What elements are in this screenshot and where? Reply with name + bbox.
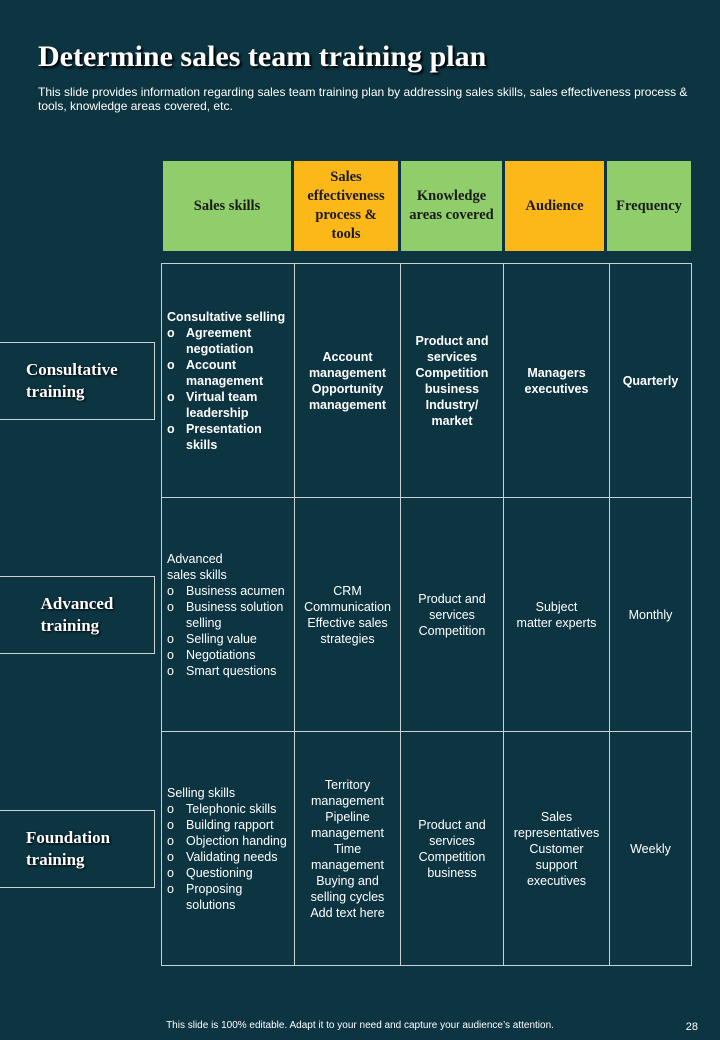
table-cell-frequency: Monthly <box>628 607 673 622</box>
list-item: o Agreement negotiation <box>167 325 289 357</box>
page-title: Determine sales team training plan <box>38 40 487 73</box>
training-table <box>161 263 692 966</box>
skills-list <box>167 801 289 913</box>
row-label-advanced: Advanced training <box>0 576 155 654</box>
skills-list <box>167 325 289 453</box>
table-cell-skills <box>162 498 294 731</box>
header-sales-effectiveness: Sales effectiveness process & tools <box>294 161 398 251</box>
table-cell-knowledge: Product and services Competition business Industry/ market <box>415 333 489 428</box>
page-subtitle: This slide provides information regarding sales team training plan by addressing sales skills, sales effectiveness process & tools, knowledge areas covered, etc. <box>38 85 688 113</box>
list-item: o Proposing solutions <box>167 881 289 913</box>
list-item: o Virtual team leadership <box>167 389 289 421</box>
list-item: o Business acumen <box>167 583 289 599</box>
skills-list <box>167 583 289 679</box>
list-item: o Questioning <box>167 865 289 881</box>
list-item: o Objection handing <box>167 833 289 849</box>
table-cell-frequency: Weekly <box>630 841 671 856</box>
table-cell-frequency: Quarterly <box>622 373 679 388</box>
list-item: o Building rapport <box>167 817 289 833</box>
list-item: o Telephonic skills <box>167 801 289 817</box>
footer-note: This slide is 100% editable. Adapt it to your need and capture your audience’s attention. <box>166 1020 554 1031</box>
skills-title: Selling skills <box>167 785 236 800</box>
table-cell-knowledge: Product and services Competition business <box>418 817 486 880</box>
skills-title: Consultative selling <box>167 309 286 324</box>
table-cell-audience: Managers executives <box>524 365 589 396</box>
table-cell-skills <box>162 732 294 965</box>
row-label-foundation: Foundation training <box>0 810 155 888</box>
list-item: o Presentation skills <box>167 421 289 453</box>
list-item: o Selling value <box>167 631 289 647</box>
table-cell-process: Account management Opportunity management <box>308 349 387 412</box>
table-cell-skills <box>162 264 294 497</box>
table-cell-knowledge: Product and services Competition <box>418 591 486 638</box>
table-cell-audience: Sales representatives Customer support executives <box>513 809 600 888</box>
header-frequency: Frequency <box>607 161 691 251</box>
header-knowledge-areas: Knowledge areas covered <box>401 161 502 251</box>
list-item: o Smart questions <box>167 663 289 679</box>
list-item: o Validating needs <box>167 849 289 865</box>
row-label-consultative: Consultative training <box>0 342 155 420</box>
list-item: o Business solution selling <box>167 599 289 631</box>
table-cell-process: CRM Communication Effective sales strategies <box>304 583 391 646</box>
table-cell-process: Territory management Pipeline management Time management Buying and selling cycles Add text here <box>310 777 385 920</box>
header-audience: Audience <box>505 161 604 251</box>
header-sales-skills: Sales skills <box>163 161 291 251</box>
table-cell-audience: Subject matter experts <box>516 599 597 630</box>
page-number: 28 <box>685 1021 698 1033</box>
list-item: o Account management <box>167 357 289 389</box>
skills-title: Advanced sales skills <box>167 551 227 582</box>
list-item: o Negotiations <box>167 647 289 663</box>
